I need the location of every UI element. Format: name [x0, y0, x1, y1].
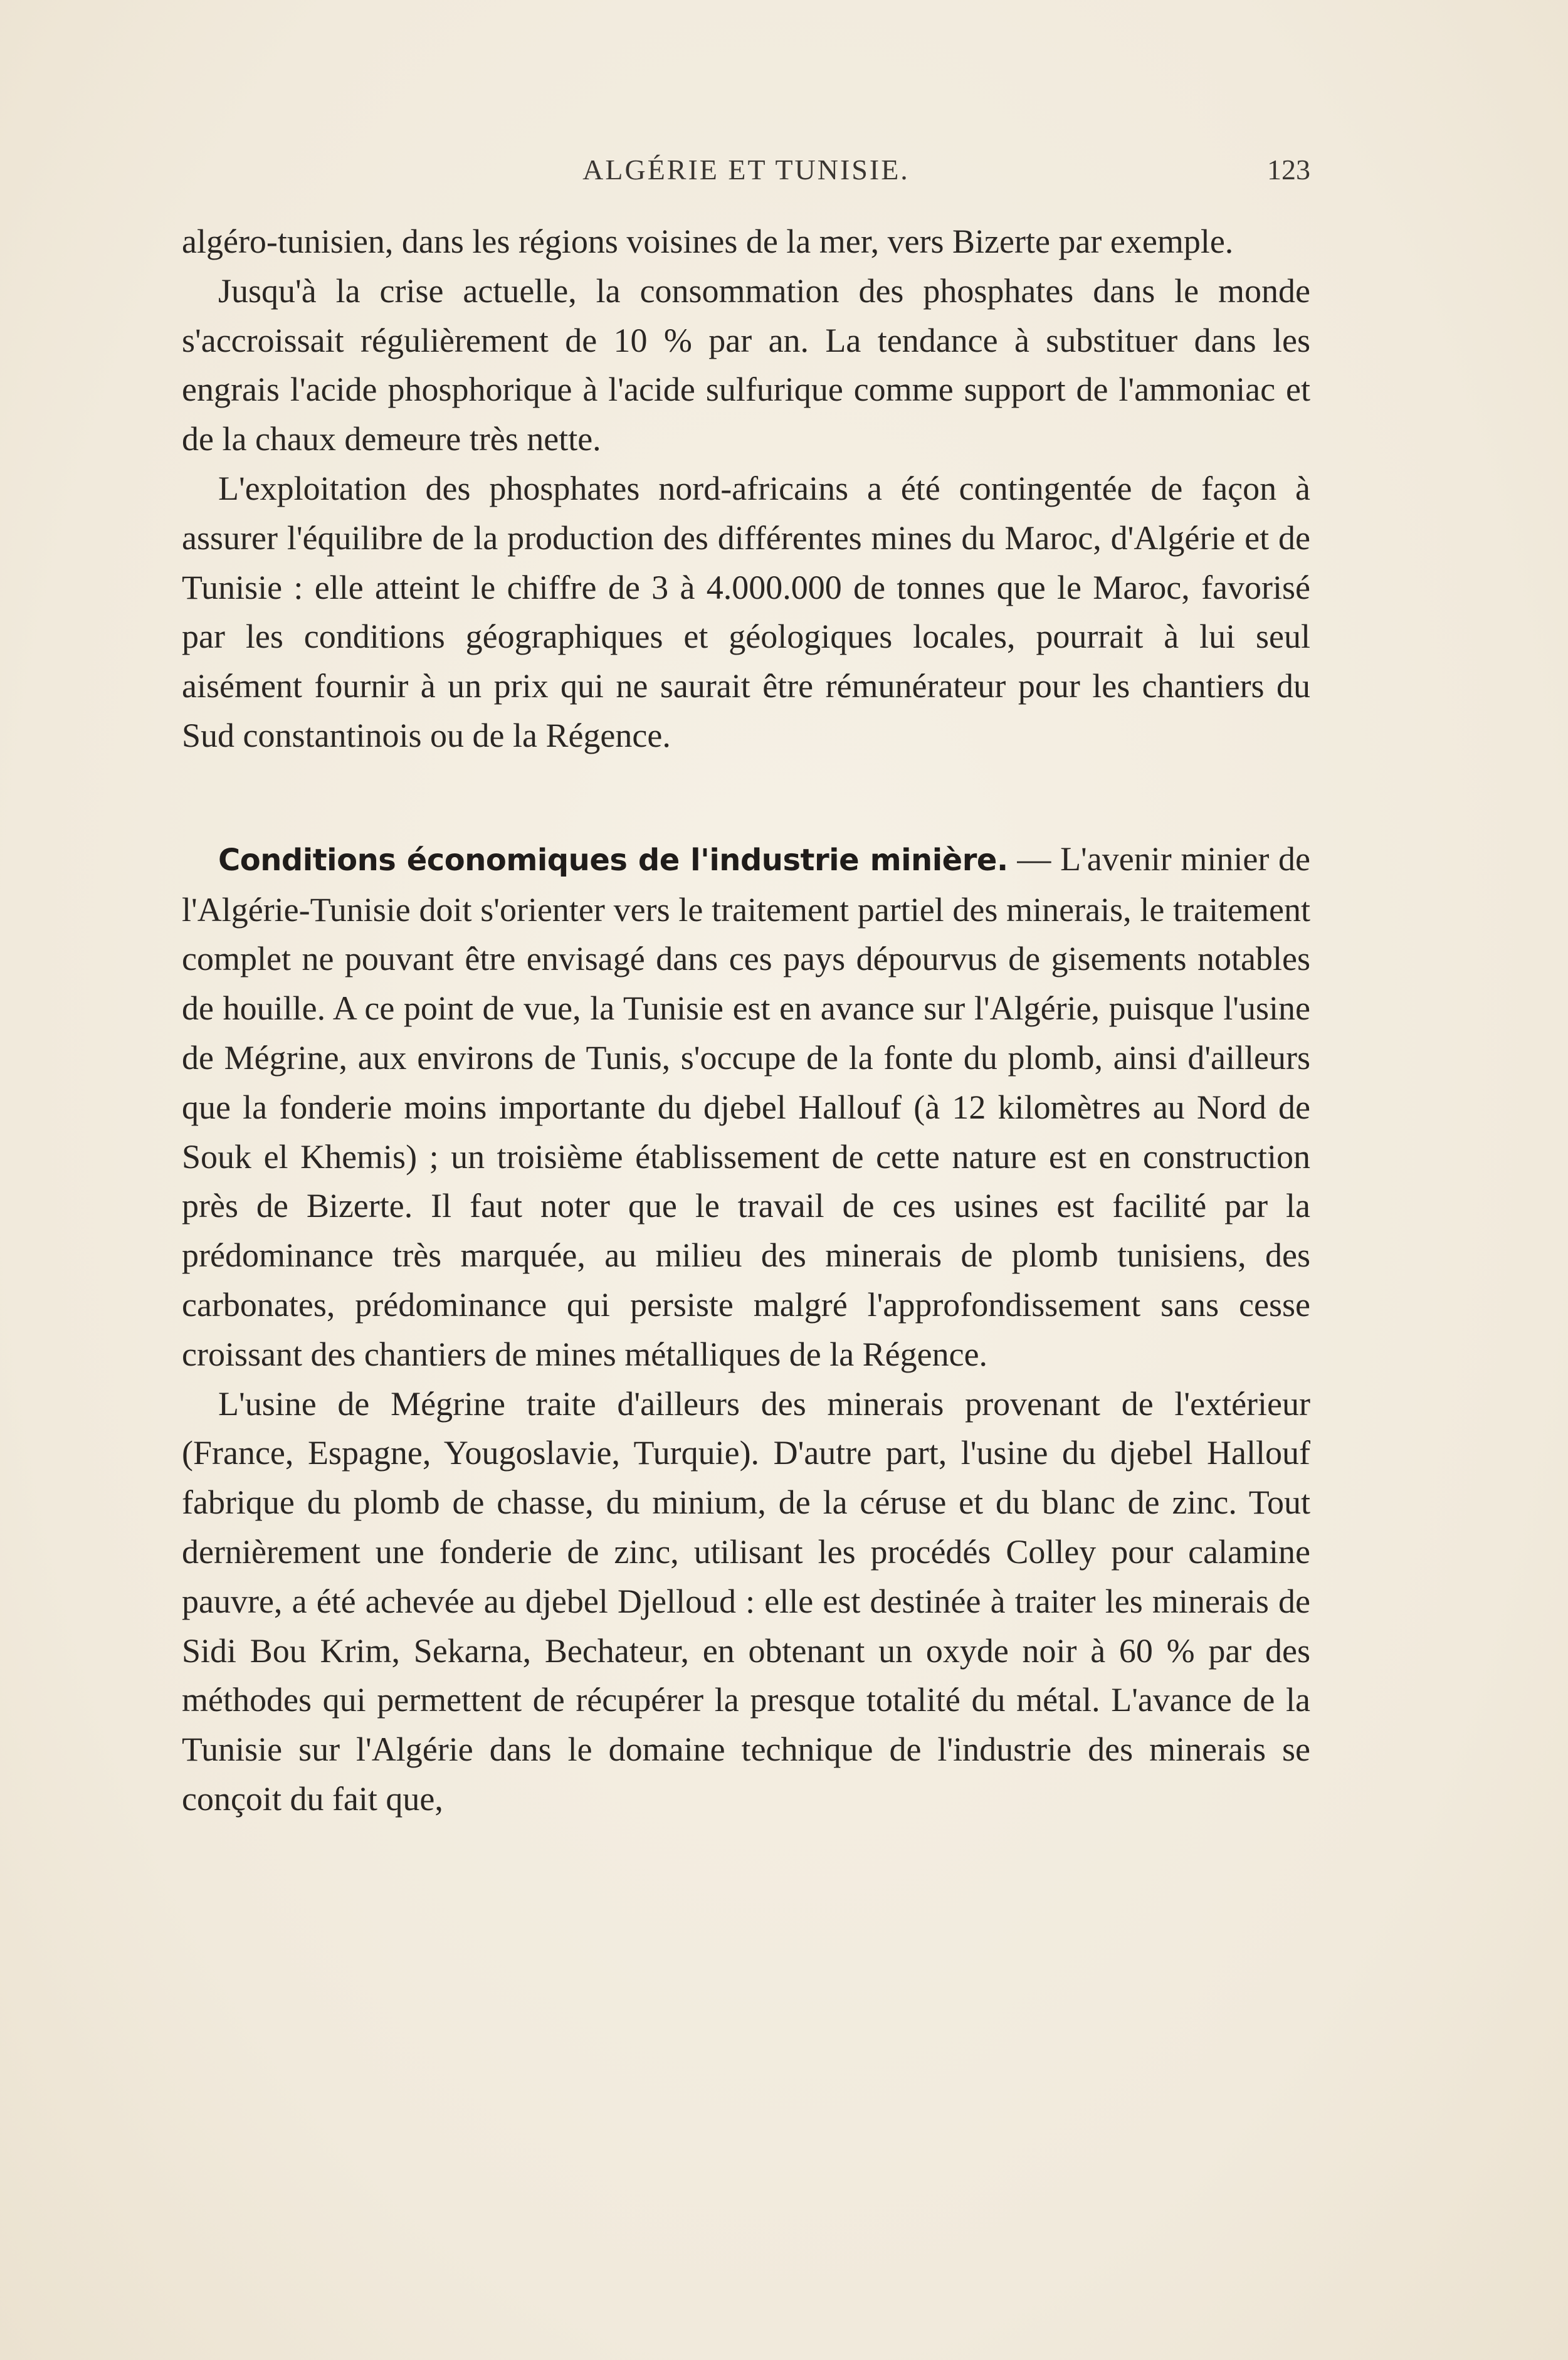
- page-number: 123: [1267, 154, 1310, 186]
- section-heading: Conditions économiques de l'industrie minière.: [218, 842, 1008, 878]
- section-paragraph: [182, 835, 1310, 1379]
- section-dash: —: [1008, 840, 1061, 878]
- running-title: ALGÉRIE ET TUNISIE.: [582, 154, 910, 186]
- paragraph-phosphate-consumption: Jusqu'à la crise actuelle, la consommation des phosphates dans le monde s'accroissait régulièrement de 10 % par an. La tendance à substituer dans les engrais l'acide phosphorique à l'acide sulfurique comme support de l'ammoniac et de la chaux demeure très nette.: [182, 271, 1310, 458]
- paragraph-phosphate-exploitation: L'exploitation des phosphates nord-africains a été contingentée de façon à assurer l'équilibre de la production des différentes mines du Maroc, d'Algérie et de Tunisie : elle atteint le chiffre de 3 à 4.000.000 de tonnes que le Maroc, favorisé par les conditions géographiques et géologiques locales, pourrait à lui seul aisément fournir à un prix qui ne saurait être rémunérateur pour les chantiers du Sud constantinois ou de la Régence.: [182, 469, 1310, 754]
- section-lead-text: L'avenir minier de l'Algérie-Tunisie doit s'orienter vers le traitement partiel des minerais, le traitement complet ne pouvant être envisagé dans ces pays dépourvus de gisements notables de houille. A ce point de vue, la Tunisie est en avance sur l'Algérie, puisque l'usine de Mégrine, aux environs de Tunis, s'occupe de la fonte du plomb, ainsi d'ailleurs que la fonderie moins importante du djebel Hallouf (à 12 kilomètres au Nord de Souk el Khemis) ; un troisième établissement de cette nature est en construction près de Bizerte. Il faut noter que le travail de ces usines est facilité par la prédominance très marquée, au milieu des minerais de plomb tunisiens, des carbonates, prédominance qui persiste malgré l'approfondissement sans cesse croissant des chantiers de mines métalliques de la Régence.: [182, 840, 1310, 1373]
- paragraph-megrine-usine: L'usine de Mégrine traite d'ailleurs des minerais provenant de l'extérieur (France, Espagne, Yougoslavie, Turquie). D'autre part, l'usine du djebel Hallouf fabrique du plomb de chasse, du minium, de la céruse et du blanc de zinc. Tout dernièrement une fonderie de zinc, utilisant les procédés Colley pour calamine pauvre, a été achevée au djebel Djelloud : elle est destinée à traiter les minerais de Sidi Bou Krim, Sekarna, Bechateur, en obtenant un oxyde noir à 60 % par des méthodes qui permettent de récupérer la presque totalité du métal. L'avance de la Tunisie sur l'Algérie dans le domaine technique de l'industrie des minerais se conçoit du fait que,: [182, 1384, 1310, 1818]
- body-text: [182, 217, 1310, 1824]
- paragraph-continuation: algéro-tunisien, dans les régions voisines de la mer, vers Bizerte par exemple.: [182, 223, 1234, 260]
- running-head: [182, 153, 1310, 191]
